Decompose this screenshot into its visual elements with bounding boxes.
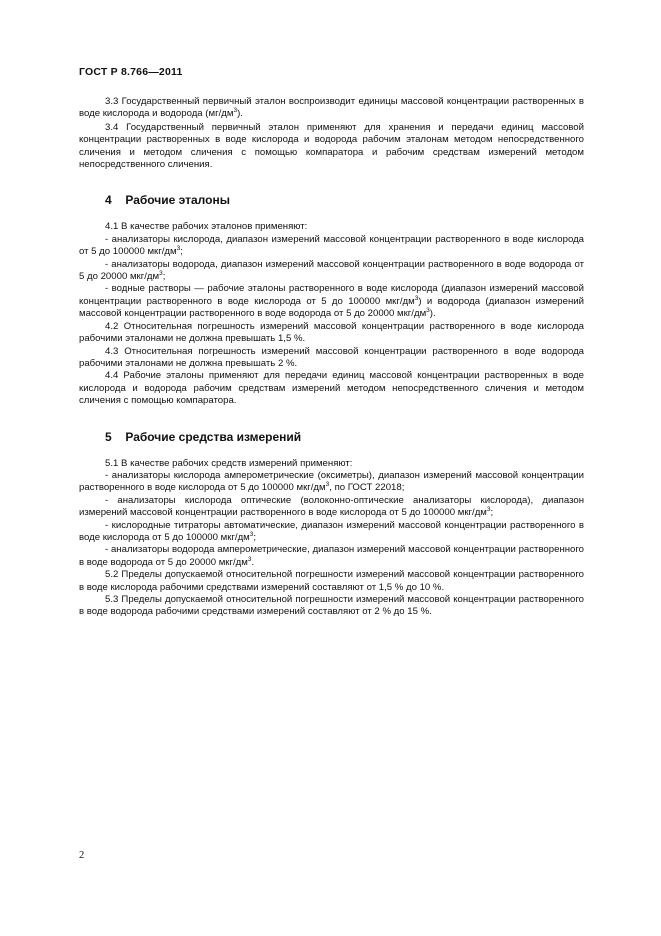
paragraph-3-4: 3.4 Государственный первичный эталон применяют для хранения и передачи единиц массовой концентрации растворенных в воде кислорода и водорода рабочим эталонам методом непосредственного сличения и методом сличения с помощью компаратора и рабочим средствам измерений методом непосредственного сличения. (79, 121, 584, 171)
list-item: - анализаторы водорода амперометрические, диапазон измерений массовой концентрации растворенного в воде водорода от 5 до 20000 мкг/$дм^3$. (79, 544, 584, 568)
list-item: - анализаторы кислорода оптические (волоконно-оптические анализаторы кислорода), диапазон измерений массовой концентрации растворенного в воде кислорода от 5 до 100000 мкг/$дм^3$; (79, 494, 584, 519)
section-4-heading (79, 193, 584, 207)
document-body (79, 96, 584, 619)
paragraph-4-2: 4.2 Относительная погрешность измерений массовой концентрации растворенного в воде кислорода рабочими эталонами не должна превышать 1,5 %. (79, 320, 584, 345)
paragraph-5-2: 5.2 Пределы допускаемой относительной погрешности измерений массовой концентрации растворенного в воде кислорода рабочими средствами измерений составляют от 1,5 % до 10 %. (79, 569, 584, 593)
paragraph-4-3: 4.3 Относительная погрешность измерений массовой концентрации растворенного в воде водорода рабочими эталонами не должна превышать 2 %. (79, 345, 584, 369)
paragraph-4-1: 4.1 В качестве рабочих эталонов применяют: (105, 221, 308, 233)
list-item: - анализаторы кислорода амперометрические (оксиметры), диапазон измерений массовой концентрации растворенного в воде кислорода от 5 до 100000 мкг/$дм^3$, по ГОСТ 22018; (79, 469, 584, 494)
paragraph-5-1: 5.1 В качестве рабочих средств измерений применяют: (105, 457, 353, 469)
document-code: ГОСТ Р 8.766—2011 (79, 66, 183, 78)
section-5-heading (79, 430, 584, 444)
section-5-number: 5 (105, 429, 112, 444)
paragraph-3-3: 3.3 Государственный первичный эталон воспроизводит единицы массовой концентрации растворенных в воде кислорода и водорода $(мг/дм^3)$. (79, 96, 584, 120)
list-item: - анализаторы водорода, диапазон измерений массовой концентрации растворенного в воде водорода от 5 до 20000 мкг/$дм^3$; (79, 258, 584, 283)
list-item: - анализаторы кислорода, диапазон измерений массовой концентрации растворенного в воде кислорода от 5 до 100000 мкг/$дм^3$; (79, 233, 584, 258)
paragraph-4-4: 4.4 Рабочие эталоны применяют для передачи единиц массовой концентрации растворенных в воде кислорода и водорода рабочим средствам измерений методом непосредственного сличения и методом сличения с помощью компаратора. (79, 370, 584, 407)
paragraph-5-3: 5.3 Пределы допускаемой относительной погрешности измерений массовой концентрации растворенного в воде водорода рабочими средствами измерений составляют от 2 % до 15 %. (79, 594, 584, 618)
list-item: - водные растворы — рабочие эталоны растворенного в воде кислорода (диапазон измерений массовой концентрации растворенного в воде кислорода от 5 до 100000 мкг/$дм^3$) и водорода (диапазон измерений массовой концентрации растворенного в воде водорода от 5 до 20000 мкг/$дм^3$). (79, 283, 584, 320)
section-5-title: Рабочие средства измерений (125, 429, 302, 444)
section-4-number: 4 (105, 193, 112, 208)
section-4-title: Рабочие эталоны (125, 193, 230, 208)
page-number: 2 (79, 850, 85, 861)
list-item: - кислородные титраторы автоматические, диапазон измерений массовой концентрации растворенного в воде кислорода от 5 до 100000 мкг/$дм^3$; (79, 519, 584, 543)
